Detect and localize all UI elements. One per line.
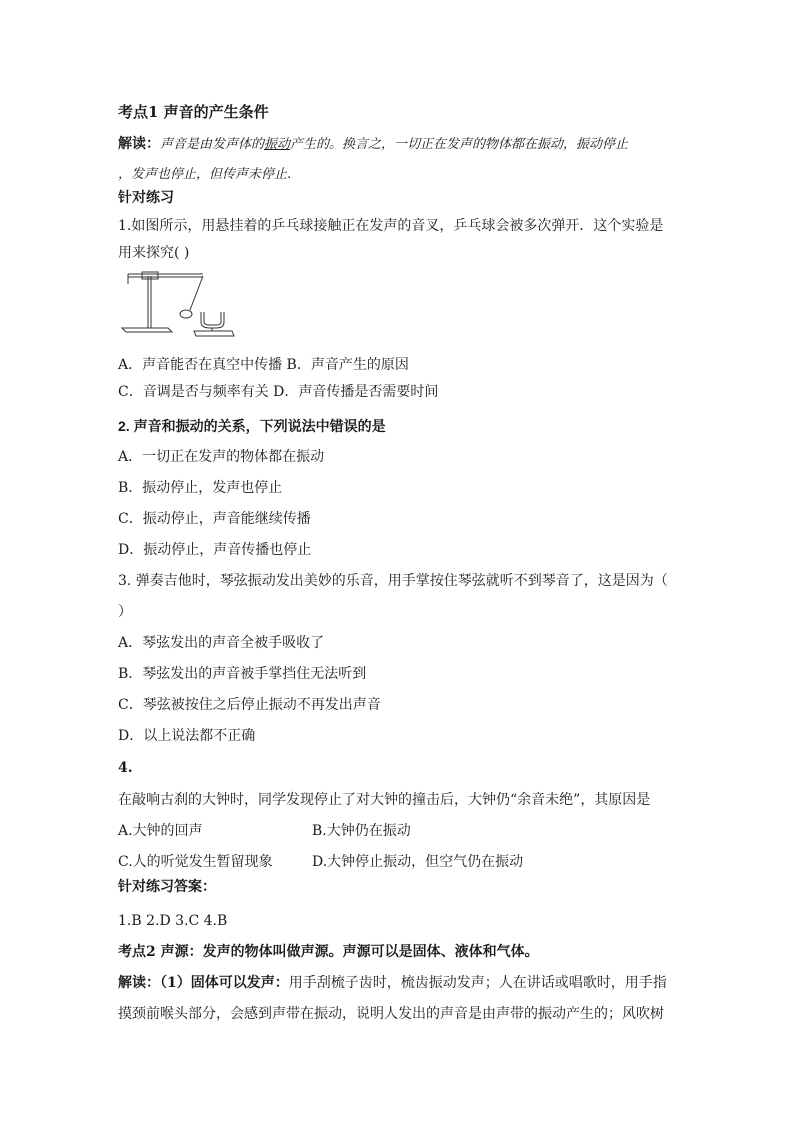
section2-solid-heading: （1）固体可以发声：	[160, 975, 289, 991]
section2-reading-line1	[118, 973, 667, 993]
reading-label: 解读：	[118, 136, 160, 152]
q4-option-b: B.大钟仍在振动	[312, 823, 411, 839]
section2-reading-line2: 摸颈前喉头部分，会感到声带在振动，说明人发出的声音是由声带的振动产生的；风吹树	[118, 1006, 664, 1022]
answers-text: 1.B 2.D 3.C 4.B	[118, 913, 228, 929]
q3-stem-line1: 3. 弹奏吉他时，琴弦振动发出美妙的乐音，用手掌按住琴弦就听不到琴音了，这是因为（	[118, 573, 668, 589]
q4-option-a: A.大钟的回声	[118, 823, 203, 839]
section2-line1-text: 用手刮梳子齿时，梳齿振动发声；人在讲话或唱歌时，用手指	[288, 975, 667, 991]
reading-emphasis: 振动	[264, 137, 291, 152]
reading-text-post: 产生的。换言之，一切正在发声的物体都在振动，振动停止	[290, 137, 629, 152]
tuning-fork-pendulum-figure	[118, 268, 243, 338]
q3-option-a: A．琴弦发出的声音全被手吸收了	[118, 635, 325, 651]
q3-option-c: C．琴弦被按住之后停止振动不再发出声音	[118, 697, 381, 713]
practice-title: 针对练习	[118, 190, 174, 206]
q1-options-cd: C．音调是否与频率有关 D．声音传播是否需要时间	[118, 384, 439, 400]
section1-reading	[118, 134, 628, 155]
q2-option-d: D．振动停止，声音传播也停止	[118, 542, 312, 558]
q1-options-ab: A．声音能否在真空中传播 B．声音产生的原因	[118, 357, 409, 373]
answers-title: 针对练习答案：	[118, 879, 216, 895]
section2-title: 考点2 声源：发声的物体叫做声源。声源可以是固体、液体和气体。	[118, 944, 539, 960]
section1-title: 考点1 声音的产生条件	[118, 103, 269, 121]
q2-option-c: C．振动停止，声音能继续传播	[118, 511, 311, 527]
q4-option-c: C.人的听觉发生暂留现象	[118, 854, 273, 870]
q3-option-d: D．以上说法都不正确	[118, 728, 256, 744]
q2-option-a: A．一切正在发声的物体都在振动	[118, 449, 325, 465]
q3-stem-line2: ）	[118, 604, 132, 620]
section2-reading-label: 解读：	[118, 975, 160, 991]
q4-number: 4.	[118, 760, 133, 776]
reading-text-pre: 声音是由发声体的	[160, 137, 265, 152]
q4-option-d: D.大钟停止振动，但空气仍在振动	[312, 854, 524, 870]
q2-option-b: B．振动停止，发声也停止	[118, 480, 283, 496]
section1-reading-line2: ，发声也停止，但传声未停止.	[118, 167, 292, 182]
q2-stem: 2. 声音和振动的关系，下列说法中错误的是	[118, 418, 386, 434]
q3-option-b: B．琴弦发出的声音被手掌挡住无法听到	[118, 666, 367, 682]
q4-stem: 在敲响古刹的大钟时，同学发现停止了对大钟的撞击后，大钟仍“余音未绝”，其原因是	[118, 792, 651, 808]
q1-stem-line2: 用来探究( )	[118, 245, 190, 261]
q1-stem-line1: 1.如图所示，用悬挂着的乒乓球接触正在发声的音叉，乒乓球会被多次弹开．这个实验是	[118, 218, 664, 234]
